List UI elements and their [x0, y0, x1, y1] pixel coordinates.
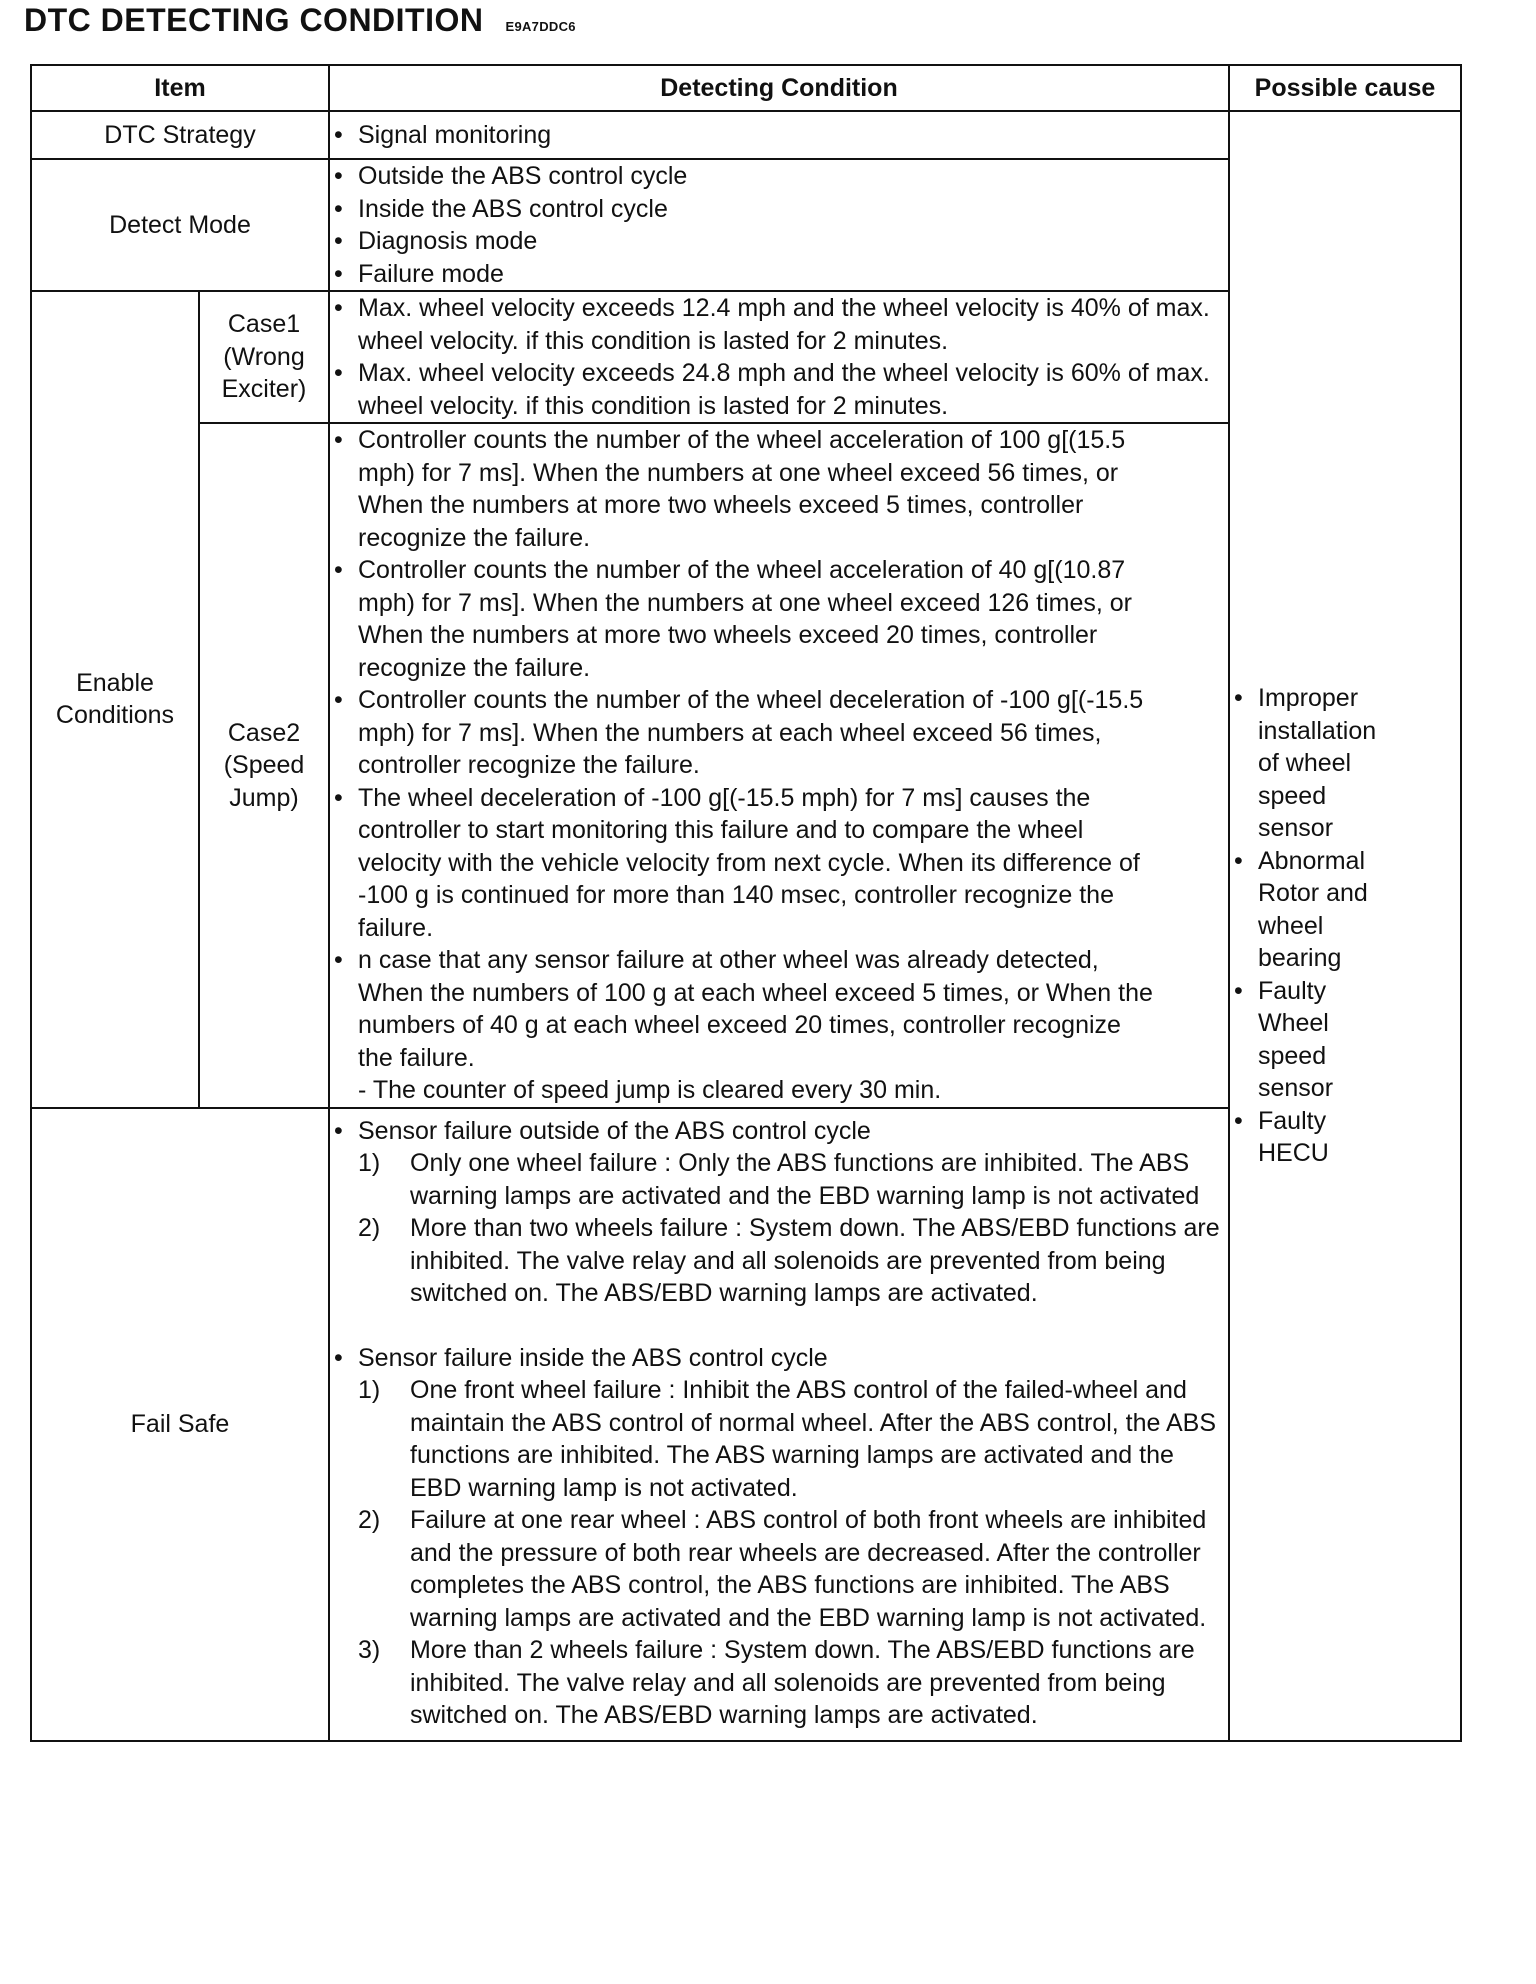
dtc-condition-table	[30, 64, 1462, 1742]
cause-item: • Improper installation of wheel speed sensor	[1230, 682, 1398, 845]
list-item: • n case that any sensor failure at other wheel was already detected, When the numbers of 100 g at each wheel exceed 5 times, or When the numbers of 40 g at each wheel exceed 20 times, controller recognize the failure.	[330, 944, 1158, 1074]
cause-item: • Faulty Wheel speed sensor	[1230, 975, 1398, 1105]
page-title: DTC DETECTING CONDITION	[24, 2, 484, 38]
header-detecting-condition: Detecting Condition	[329, 65, 1229, 111]
list-item: • Controller counts the number of the wheel deceleration of -100 g[(-15.5 mph) for 7 ms]. When the numbers at each wheel exceed 56 times, controller recognize the failure.	[330, 684, 1158, 782]
label-case2: Case2 (Speed Jump)	[199, 423, 329, 1108]
label-fail-safe: Fail Safe	[31, 1108, 329, 1741]
fail-safe-outside-list	[330, 1147, 1228, 1310]
cond-case1	[329, 291, 1229, 423]
title-bar	[24, 2, 576, 46]
label-enable-conditions: Enable Conditions	[31, 291, 199, 1108]
cause-item: • Abnormal Rotor and wheel bearing	[1230, 845, 1398, 975]
possible-causes-cell	[1229, 111, 1461, 1741]
list-item: • Controller counts the number of the wheel acceleration of 100 g[(15.5 mph) for 7 ms]. When the numbers at one wheel exceed 56 times, or When the numbers at more two wheels exceed 5 times, controller recognize the failure.	[330, 424, 1158, 554]
list-item	[330, 1115, 1228, 1148]
numbered-item: 3) More than 2 wheels failure : System down. The ABS/EBD functions are inhibited. The valve relay and all solenoids are prevented from being switched on. The ABS/EBD warning lamps are activated.	[358, 1636, 1195, 1729]
document-code: E9A7DDC6	[505, 19, 576, 34]
label-dtc-strategy: DTC Strategy	[31, 111, 329, 159]
list-item: • Outside the ABS control cycle	[330, 160, 1228, 193]
speed-jump-note: - The counter of speed jump is cleared every 30 min.	[358, 1076, 942, 1104]
list-item: • Diagnosis mode	[330, 225, 1228, 258]
list-item: • Max. wheel velocity exceeds 12.4 mph and the wheel velocity is 40% of max. wheel velocity. if this condition is lasted for 2 minutes.	[330, 292, 1228, 357]
header-item: Item	[31, 65, 329, 111]
fail-safe-outside-title: Sensor failure outside of the ABS control cycle	[358, 1116, 871, 1145]
list-item: • Signal monitoring	[330, 119, 1228, 152]
header-possible-cause: Possible cause	[1229, 65, 1461, 111]
fail-safe-inside-list	[330, 1374, 1228, 1732]
numbered-item: 1) Only one wheel failure : Only the ABS functions are inhibited. The ABS warning lamps are activated and the EBD warning lamp is not activated	[358, 1149, 1200, 1210]
list-item: • Failure mode	[330, 258, 1228, 291]
row-dtc-strategy	[31, 111, 1461, 159]
list-item	[330, 1342, 1228, 1375]
cause-item: • Faulty HECU	[1230, 1105, 1398, 1170]
list-item: • The wheel deceleration of -100 g[(-15.5 mph) for 7 ms] causes the controller to start monitoring this failure and to compare the wheel velocity with the vehicle velocity from next cycle. When its difference of -100 g is continued for more than 140 msec, controller recognize the failure.	[330, 782, 1158, 945]
numbered-item: 2) Failure at one rear wheel : ABS control of both front wheels are inhibited and the pressure of both rear wheels are decreased. After the controller completes the ABS control, the ABS functions are inhibited. The ABS warning lamps are activated and the EBD warning lamp is not activated.	[358, 1506, 1207, 1632]
cond-fail-safe	[329, 1108, 1229, 1741]
label-case1: Case1 (Wrong Exciter)	[199, 291, 329, 423]
numbered-item: 1) One front wheel failure : Inhibit the ABS control of the failed-wheel and maintain the ABS control of normal wheel. After the ABS control, the ABS functions are inhibited. The ABS warning lamps are activated and the EBD warning lamp is not activated.	[358, 1376, 1217, 1502]
list-item: • Inside the ABS control cycle	[330, 193, 1228, 226]
cond-detect-mode	[329, 159, 1229, 291]
header-row	[31, 65, 1461, 111]
label-detect-mode: Detect Mode	[31, 159, 329, 291]
list-item: • Max. wheel velocity exceeds 24.8 mph and the wheel velocity is 60% of max. wheel velocity. if this condition is lasted for 2 minutes.	[330, 357, 1228, 422]
cond-dtc-strategy	[329, 111, 1229, 159]
cond-case2	[329, 423, 1229, 1108]
numbered-item: 2) More than two wheels failure : System down. The ABS/EBD functions are inhibited. The valve relay and all solenoids are prevented from being switched on. The ABS/EBD warning lamps are activated.	[358, 1214, 1220, 1307]
spacer	[330, 1310, 1228, 1342]
fail-safe-inside-title: Sensor failure inside the ABS control cycle	[358, 1343, 828, 1372]
list-item: • Controller counts the number of the wheel acceleration of 40 g[(10.87 mph) for 7 ms]. When the numbers at one wheel exceed 126 times, or When the numbers at more two wheels exceed 20 times, controller recognize the failure.	[330, 554, 1158, 684]
